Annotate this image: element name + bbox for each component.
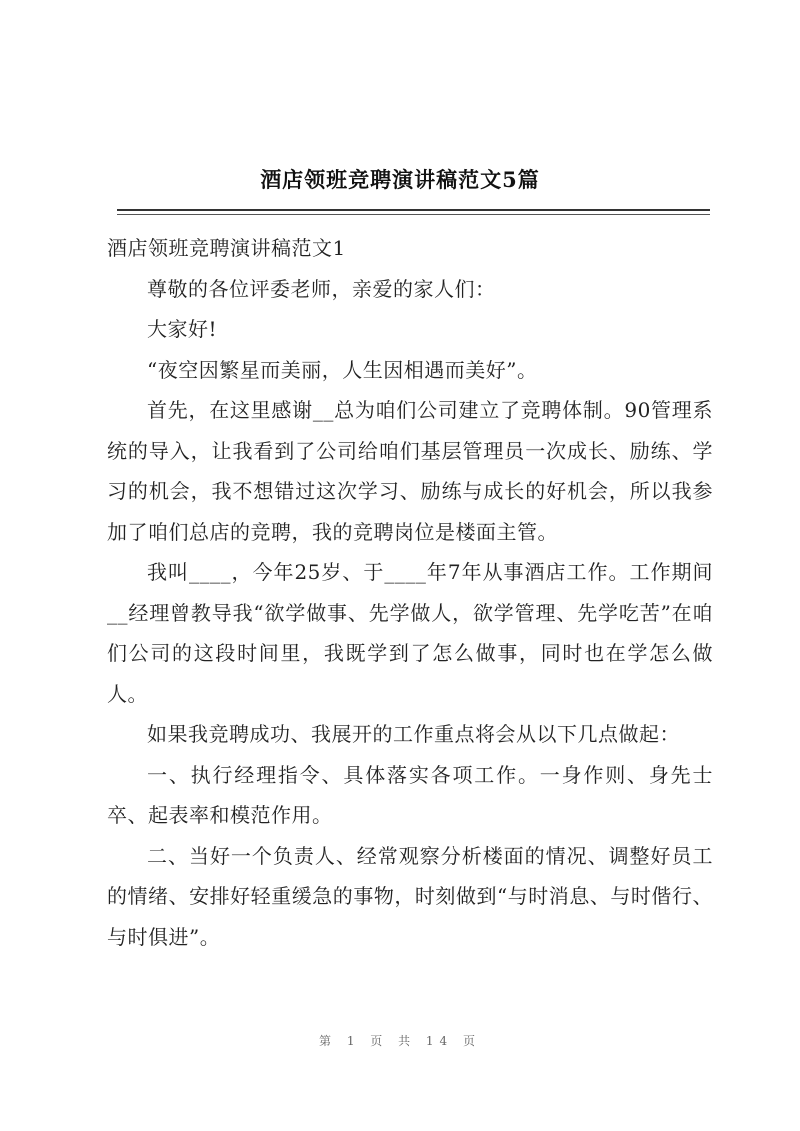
paragraph-greeting: 大家好!: [147, 317, 218, 341]
paragraph-salutation: 尊敬的各位评委老师，亲爱的家人们：: [147, 276, 496, 301]
title-divider-thin: [117, 214, 710, 215]
paragraph-quote: “夜空因繁星而美丽，人生因相遇而美好”。: [147, 357, 538, 382]
paragraph-point-two: 二、当好一个负责人、经常观察分析楼面的情况、调整好员工的情绪、安排好轻重缓急的事物，时刻做到“与时消息、与时偕行、与时俱进”。: [107, 843, 713, 949]
section-heading: 酒店领班竞聘演讲稿范文1: [107, 236, 346, 260]
paragraph-thanks: 首先，在这里感谢__总为咱们公司建立了竞聘体制。90管理系统的导入，让我看到了公司给咱们基层管理员一次成长、励练、学习的机会，我不想错过这次学习、励练与成长的好机会，所以我参加了咱们总店的竞聘，我的竞聘岗位是楼面主管。: [107, 398, 713, 544]
title-divider: [117, 209, 710, 211]
paragraph-introduction: 我叫____，今年25岁、于____年7年从事酒店工作。工作期间__经理曾教导我“欲学做事、先学做人，欲学管理、先学吃苦”在咱们公司的这段时间里，我既学到了怎么做事，同时也在学怎么做人。: [107, 560, 713, 706]
document-body: [107, 228, 713, 957]
paragraph-point-one: 一、执行经理指令、具体落实各项工作。一身作则、身先士卒、起表率和模范作用。: [107, 762, 713, 827]
page-number-footer: 第 1 页 共 14 页: [319, 1034, 481, 1048]
paragraph-plan-intro: 如果我竞聘成功、我展开的工作重点将会从以下几点做起：: [147, 722, 680, 746]
document-title: 酒店领班竞聘演讲稿范文5篇: [260, 167, 540, 192]
